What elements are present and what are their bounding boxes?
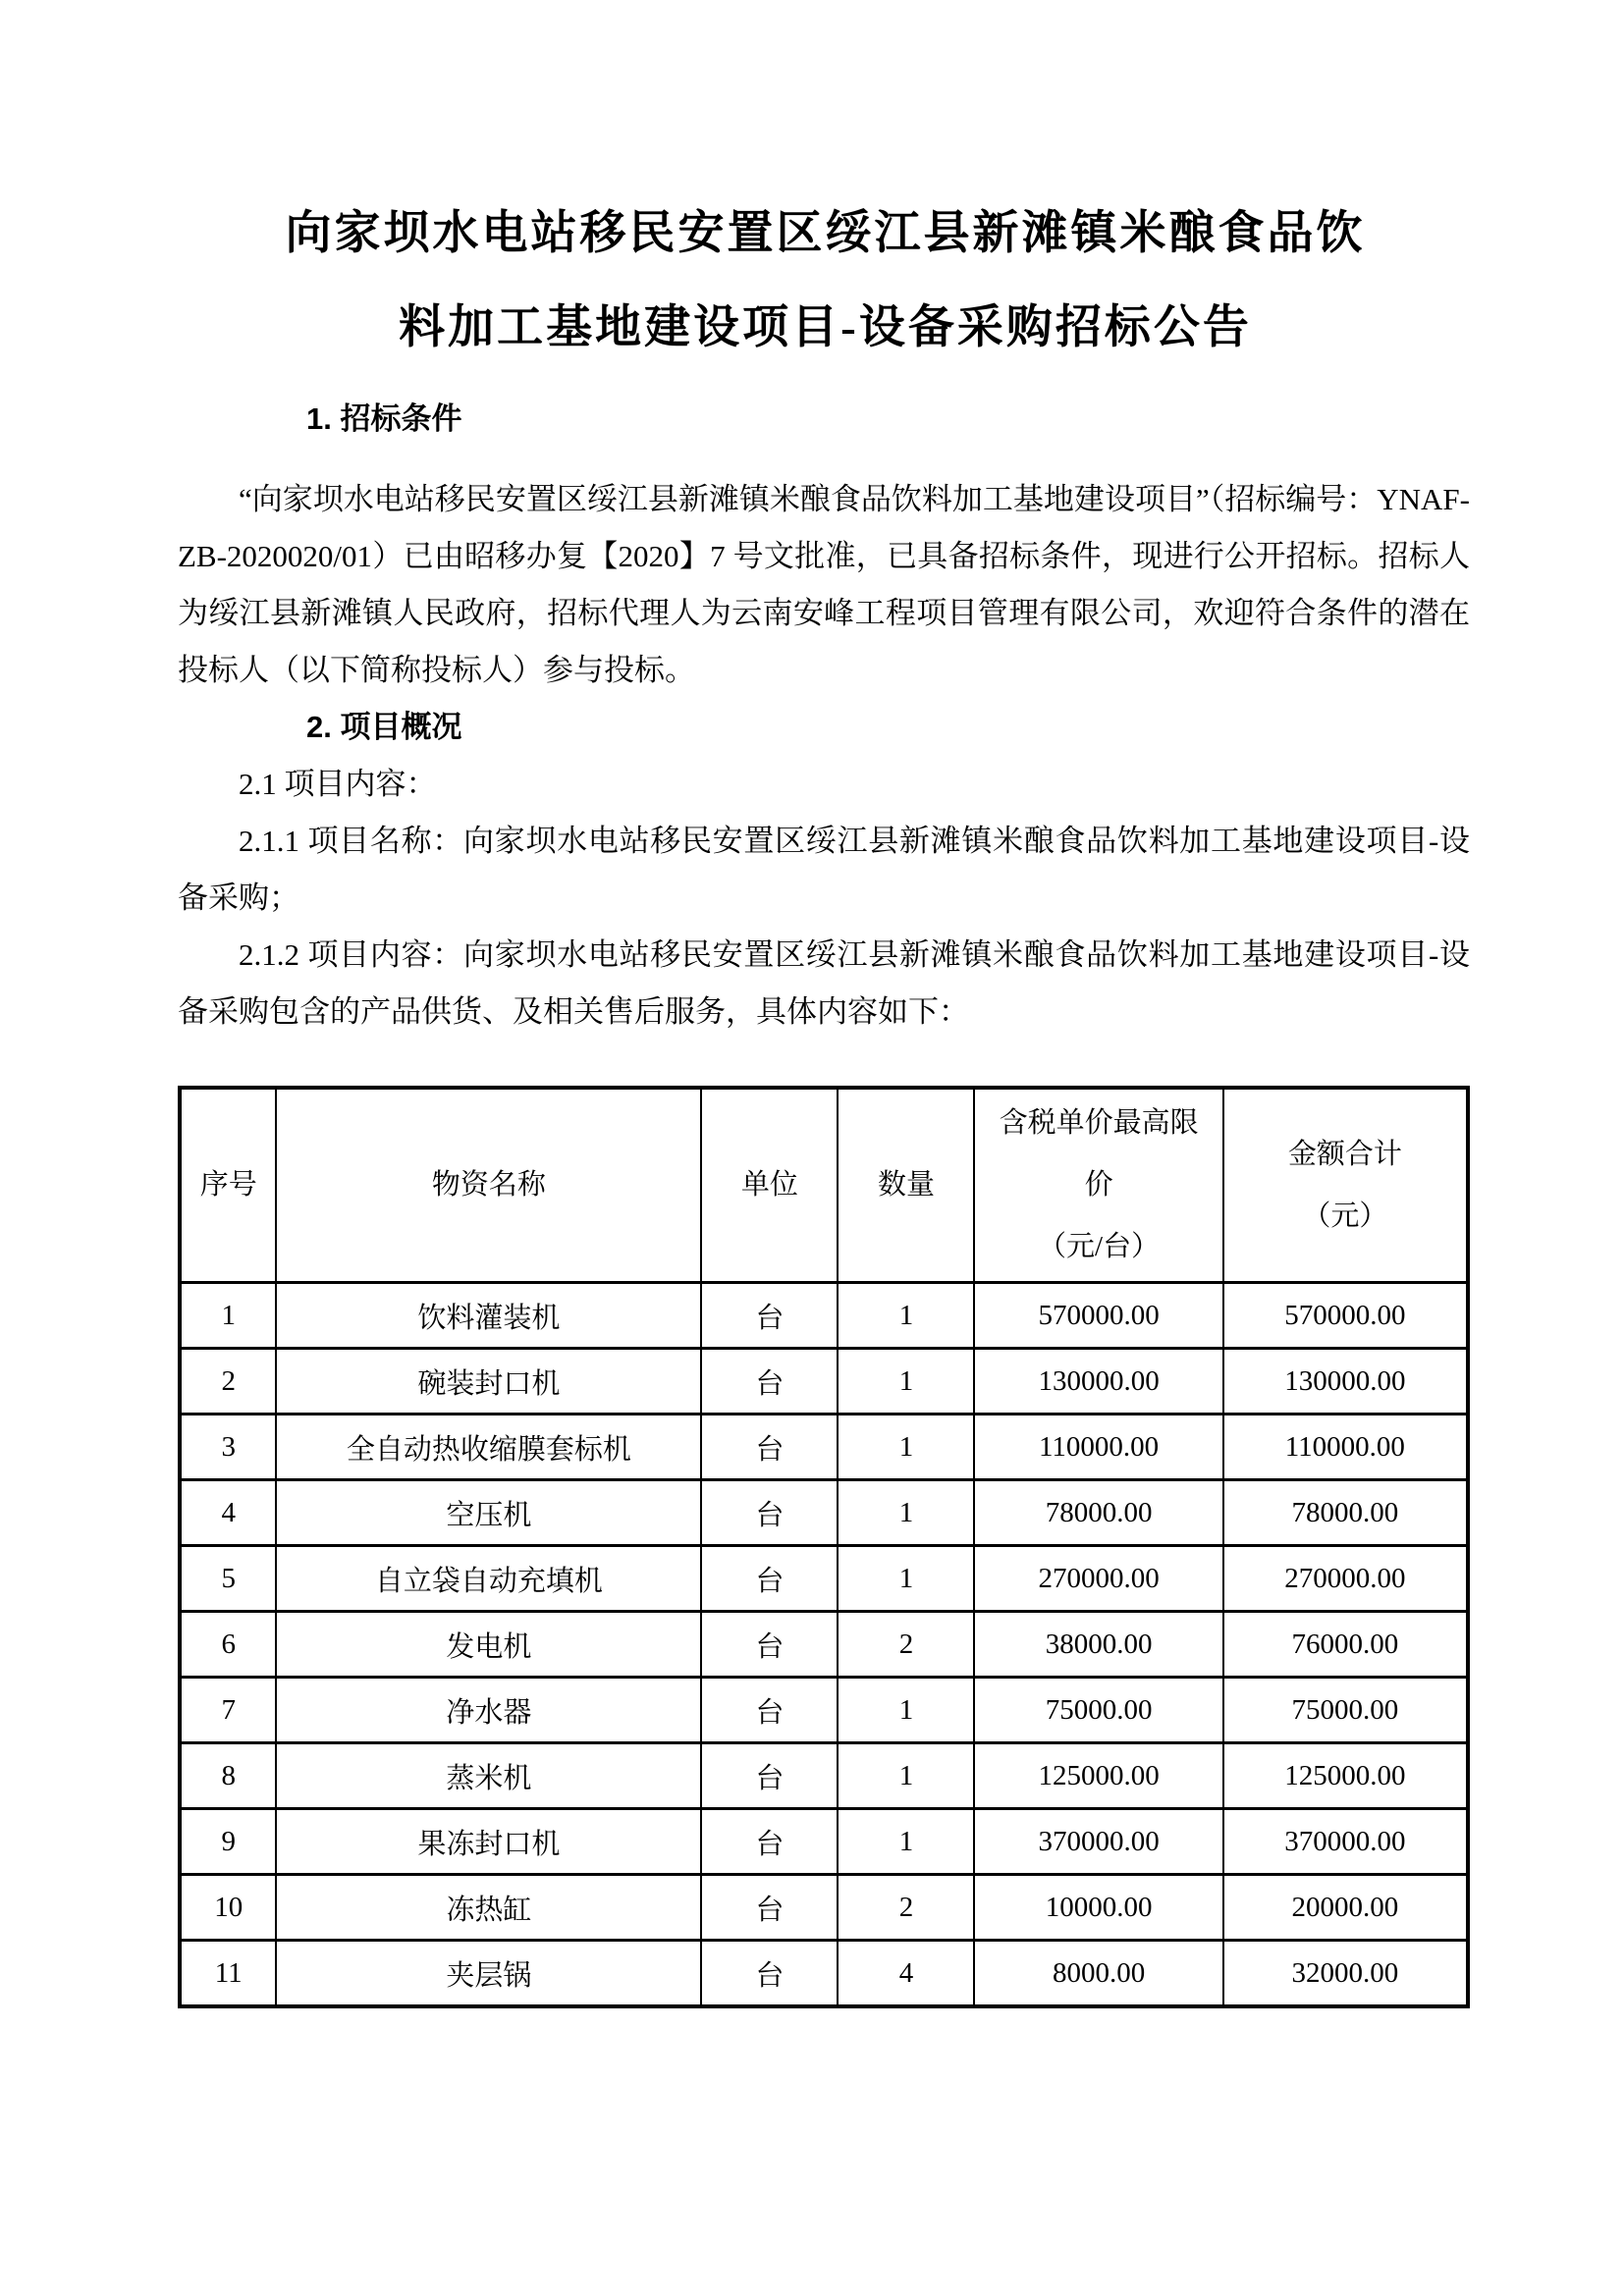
cell-max-unit-price: 130000.00 [974,1349,1222,1415]
table-row [180,1809,1468,1875]
table-row [180,1349,1468,1415]
cell-seq: 7 [180,1678,276,1743]
cell-quantity: 1 [838,1546,974,1612]
document-title-line-1: 向家坝水电站移民安置区绥江县新滩镇米酿食品饮 [285,208,1366,259]
cell-material-name: 饮料灌装机 [276,1283,701,1349]
header-seq: 序号 [180,1088,276,1283]
cell-seq: 5 [180,1546,276,1612]
cell-total-amount: 370000.00 [1223,1809,1468,1875]
cell-total-amount: 76000.00 [1223,1612,1468,1678]
header-total-amount [1223,1088,1468,1283]
cell-quantity: 1 [838,1349,974,1415]
cell-material-name: 果冻封口机 [276,1809,701,1875]
cell-seq: 6 [180,1612,276,1678]
cell-material-name: 蒸米机 [276,1743,701,1809]
cell-seq: 1 [180,1283,276,1349]
table-row [180,1546,1468,1612]
cell-quantity: 1 [838,1480,974,1546]
header-unit: 单位 [701,1088,838,1283]
cell-material-name: 碗装封口机 [276,1349,701,1415]
clause-2-1: 2.1 项目内容： [239,767,437,801]
cell-unit: 台 [701,1809,838,1875]
table-row [180,1743,1468,1809]
cell-unit: 台 [701,1480,838,1546]
cell-max-unit-price: 75000.00 [974,1678,1222,1743]
table-row [180,1678,1468,1743]
cell-seq: 3 [180,1415,276,1480]
table-row [180,1283,1468,1349]
cell-material-name: 净水器 [276,1678,701,1743]
cell-unit: 台 [701,1743,838,1809]
header-quantity: 数量 [838,1088,974,1283]
header-total-amount-label: 金额合计 [1287,1138,1402,1170]
header-max-unit-price-label: 含税单价最高限价 [999,1107,1199,1201]
cell-total-amount: 20000.00 [1223,1875,1468,1941]
cell-material-name: 冻热缸 [276,1875,701,1941]
cell-seq: 2 [180,1349,276,1415]
cell-material-name: 发电机 [276,1612,701,1678]
cell-max-unit-price: 110000.00 [974,1415,1222,1480]
cell-quantity: 1 [838,1809,974,1875]
cell-max-unit-price: 125000.00 [974,1743,1222,1809]
equipment-procurement-table [178,1086,1470,2008]
cell-material-name: 自立袋自动充填机 [276,1546,701,1612]
table-row [180,1415,1468,1480]
cell-max-unit-price: 38000.00 [974,1612,1222,1678]
table-row [180,1941,1468,2007]
cell-unit: 台 [701,1678,838,1743]
cell-material-name: 夹层锅 [276,1941,701,2007]
cell-total-amount: 110000.00 [1223,1415,1468,1480]
cell-unit: 台 [701,1283,838,1349]
table-row [180,1480,1468,1546]
header-material-name: 物资名称 [276,1088,701,1283]
table-header-row [180,1088,1468,1283]
cell-unit: 台 [701,1875,838,1941]
cell-quantity: 1 [838,1743,974,1809]
cell-quantity: 1 [838,1415,974,1480]
table-row [180,1612,1468,1678]
cell-unit: 台 [701,1349,838,1415]
cell-seq: 8 [180,1743,276,1809]
cell-unit: 台 [701,1415,838,1480]
header-max-unit-price [974,1088,1222,1283]
cell-unit: 台 [701,1546,838,1612]
cell-max-unit-price: 8000.00 [974,1941,1222,2007]
cell-material-name: 全自动热收缩膜套标机 [276,1415,701,1480]
clause-2-1-1: 2.1.1 项目名称：向家坝水电站移民安置区绥江县新滩镇米酿食品饮料加工基地建设项目-设备采购； [178,824,1470,915]
cell-quantity: 2 [838,1875,974,1941]
cell-total-amount: 75000.00 [1223,1678,1468,1743]
cell-material-name: 空压机 [276,1480,701,1546]
cell-seq: 10 [180,1875,276,1941]
clause-2-1-2: 2.1.2 项目内容：向家坝水电站移民安置区绥江县新滩镇米酿食品饮料加工基地建设项目-设备采购包含的产品供货、及相关售后服务，具体内容如下： [178,937,1470,1029]
header-total-amount-unit: （元） [1302,1200,1388,1232]
cell-total-amount: 570000.00 [1223,1283,1468,1349]
cell-max-unit-price: 10000.00 [974,1875,1222,1941]
cell-seq: 4 [180,1480,276,1546]
cell-total-amount: 78000.00 [1223,1480,1468,1546]
document-title-line-2: 料加工基地建设项目-设备采购招标公告 [399,302,1252,353]
table-row [180,1875,1468,1941]
section-1-paragraph: “向家坝水电站移民安置区绥江县新滩镇米酿食品饮料加工基地建设项目”（招标编号：YNAF-ZB-2020020/01）已由昭移办复【2020】7 号文批准，已具备招标条件，现进行公开招标。招标人为绥江县新滩镇人民政府，招标代理人为云南安峰工程项目管理有限公司，欢迎符合条件的潜在投标人（以下简称投标人）参与投标。 [178,482,1470,687]
cell-unit: 台 [701,1612,838,1678]
cell-quantity: 2 [838,1612,974,1678]
cell-total-amount: 125000.00 [1223,1743,1468,1809]
section-1-heading: 1. 招标条件 [306,401,462,436]
header-max-unit-price-unit: （元/台） [1038,1231,1161,1262]
cell-total-amount: 32000.00 [1223,1941,1468,2007]
cell-seq: 11 [180,1941,276,2007]
cell-unit: 台 [701,1941,838,2007]
cell-max-unit-price: 78000.00 [974,1480,1222,1546]
cell-seq: 9 [180,1809,276,1875]
cell-quantity: 1 [838,1283,974,1349]
cell-quantity: 1 [838,1678,974,1743]
cell-quantity: 4 [838,1941,974,2007]
cell-max-unit-price: 370000.00 [974,1809,1222,1875]
section-2-heading: 2. 项目概况 [306,710,462,744]
cell-max-unit-price: 570000.00 [974,1283,1222,1349]
document-title [245,187,1405,375]
cell-total-amount: 130000.00 [1223,1349,1468,1415]
cell-total-amount: 270000.00 [1223,1546,1468,1612]
cell-max-unit-price: 270000.00 [974,1546,1222,1612]
